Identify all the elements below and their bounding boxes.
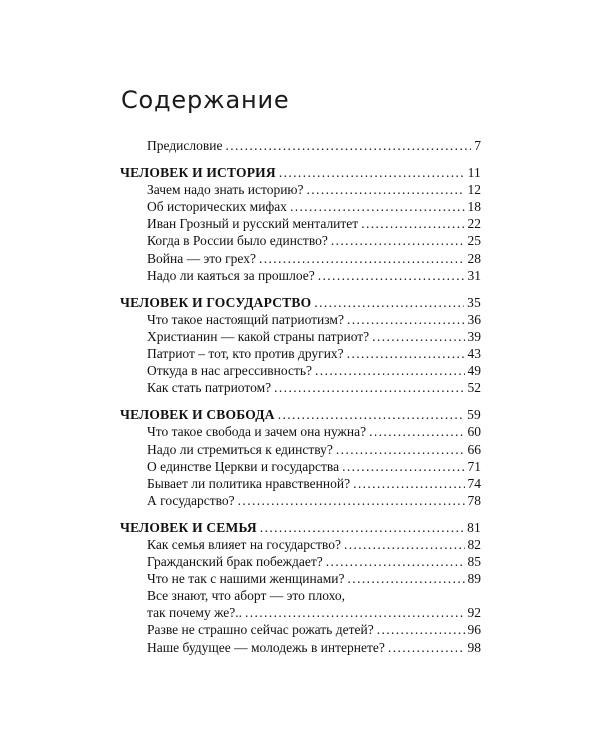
toc-entry-title: Что такое свобода и зачем она нужна? (147, 424, 367, 440)
toc-entry-title: Об исторических мифах (147, 199, 287, 215)
toc-entry-page: 96 (467, 622, 481, 638)
toc-entry-title: Гражданский брак побеждает? (147, 554, 323, 570)
toc-entry-page: 85 (467, 554, 481, 570)
toc-entry-title-continuation: так почему же?.. (147, 605, 242, 621)
toc-entry-page: 28 (467, 250, 481, 266)
leader-dots (347, 311, 465, 328)
toc-entry-title: О единстве Церкви и государства (147, 458, 340, 474)
toc-entry-page: 49 (467, 363, 481, 379)
toc-entry[interactable] (120, 492, 481, 509)
toc-entry[interactable] (120, 267, 481, 284)
toc-entry[interactable] (120, 458, 481, 475)
leader-dots (361, 215, 464, 232)
toc-entry-page: 89 (467, 571, 481, 587)
toc-section-page: 35 (467, 294, 481, 310)
leader-dots (259, 250, 465, 267)
table-of-contents (120, 137, 481, 656)
toc-section-page: 11 (467, 165, 481, 181)
toc-entry-title: Откуда в нас агрессивность? (147, 363, 313, 379)
leader-dots (290, 198, 465, 215)
toc-entry-page: 82 (467, 536, 481, 552)
toc-entry-title: Предисловие (147, 138, 223, 153)
leader-dots (353, 475, 464, 492)
toc-entry[interactable] (120, 475, 481, 492)
toc-entry-title: Как стать патриотом? (147, 380, 272, 396)
toc-entry-page: 60 (467, 424, 481, 440)
toc-entry-title: Иван Грозный и русский менталитет (147, 216, 359, 232)
toc-entry[interactable] (120, 232, 481, 249)
leader-dots (326, 553, 465, 570)
toc-entry-title: Разве не страшно сейчас рожать детей? (147, 622, 374, 638)
toc-section-title: ЧЕЛОВЕК И СЕМЬЯ (120, 519, 257, 535)
leader-dots (377, 621, 465, 638)
toc-entry[interactable] (120, 198, 481, 215)
leader-dots (318, 267, 465, 284)
toc-entry[interactable] (120, 362, 481, 379)
toc-entry[interactable] (120, 215, 481, 232)
toc-section-freedom[interactable] (120, 406, 481, 423)
toc-entry[interactable] (120, 379, 481, 396)
toc-entry-page: 78 (467, 492, 481, 508)
toc-section-title: ЧЕЛОВЕК И ГОСУДАРСТВО (120, 294, 312, 310)
toc-entry[interactable] (120, 423, 481, 440)
toc-entry-page: 92 (467, 605, 481, 621)
toc-entry-title: Война — это грех? (147, 250, 256, 266)
toc-entry-page: 22 (467, 216, 481, 232)
leader-dots (336, 441, 465, 458)
toc-entry-page: 36 (467, 311, 481, 327)
leader-dots (260, 519, 464, 536)
toc-section-state[interactable] (120, 294, 481, 311)
leader-dots (274, 379, 464, 396)
toc-entry-page: 18 (467, 199, 481, 215)
toc-entry[interactable] (120, 311, 481, 328)
toc-entry-title: Все знают, что аборт — это плохо, (147, 588, 345, 604)
toc-entry-page: 43 (467, 346, 481, 362)
leader-dots (314, 294, 464, 311)
toc-entry[interactable] (120, 345, 481, 362)
toc-entry-page: 98 (467, 639, 481, 655)
toc-entry[interactable] (120, 570, 481, 587)
toc-entry-title: Что не так с нашими женщинами? (147, 571, 345, 587)
leader-dots (331, 232, 465, 249)
toc-entry-page: 25 (467, 233, 481, 249)
toc-entry-title: Наше будущее — молодежь в интернете? (147, 639, 385, 655)
toc-entry[interactable] (120, 536, 481, 553)
toc-entry-title: А государство? (147, 492, 235, 508)
toc-entry-title: Надо ли стремиться к единству? (147, 441, 333, 457)
toc-entry-page: 7 (474, 138, 481, 153)
toc-entry-page: 31 (467, 267, 481, 283)
leader-dots (369, 423, 464, 440)
leader-dots (347, 345, 465, 362)
toc-entry-preface[interactable] (120, 137, 481, 154)
toc-entry-title: Зачем надо знать историю? (147, 182, 304, 198)
leader-dots (238, 492, 465, 509)
leader-dots (342, 458, 464, 475)
leader-dots (279, 164, 465, 181)
leader-dots (315, 362, 464, 379)
leader-dots (344, 536, 465, 553)
leader-dots (372, 328, 464, 345)
toc-entry[interactable] (120, 181, 481, 198)
toc-entry[interactable] (120, 250, 481, 267)
toc-entry[interactable] (120, 621, 481, 638)
toc-section-page: 59 (467, 407, 481, 423)
toc-entry-title: Как семья влияет на государство? (147, 536, 341, 552)
toc-entry-page: 74 (467, 475, 481, 491)
toc-entry[interactable] (120, 441, 481, 458)
leader-dots (245, 604, 465, 621)
toc-entry-page: 12 (467, 182, 481, 198)
toc-section-title: ЧЕЛОВЕК И СВОБОДА (120, 407, 275, 423)
toc-section-history[interactable] (120, 164, 481, 181)
toc-entry-page: 52 (467, 380, 481, 396)
page-title: Содержание (121, 86, 290, 114)
toc-entry-page: 39 (467, 328, 481, 344)
toc-entry-continuation[interactable] (120, 604, 481, 621)
toc-entry[interactable] (120, 328, 481, 345)
toc-entry-title: Надо ли каяться за прошлое? (147, 267, 315, 283)
toc-entry-page: 66 (467, 441, 481, 457)
toc-entry-multiline[interactable] (120, 587, 481, 604)
toc-entry[interactable] (120, 639, 481, 656)
leader-dots (278, 406, 464, 423)
toc-entry-title: Патриот – тот, кто против других? (147, 346, 344, 362)
toc-section-page: 81 (467, 519, 481, 535)
leader-dots (225, 137, 471, 154)
leader-dots (348, 570, 465, 587)
toc-entry-page: 71 (467, 458, 481, 474)
toc-entry-title: Что такое настоящий патриотизм? (147, 311, 344, 327)
toc-entry-title: Когда в России было единство? (147, 233, 328, 249)
leader-dots (307, 181, 465, 198)
toc-entry-title: Бывает ли политика нравственной? (147, 475, 351, 491)
toc-entry-title: Христианин — какой страны патриот? (147, 328, 370, 344)
leader-dots (388, 639, 465, 656)
toc-entry[interactable] (120, 553, 481, 570)
toc-section-family[interactable] (120, 519, 481, 536)
toc-section-title: ЧЕЛОВЕК И ИСТОРИЯ (120, 165, 276, 181)
